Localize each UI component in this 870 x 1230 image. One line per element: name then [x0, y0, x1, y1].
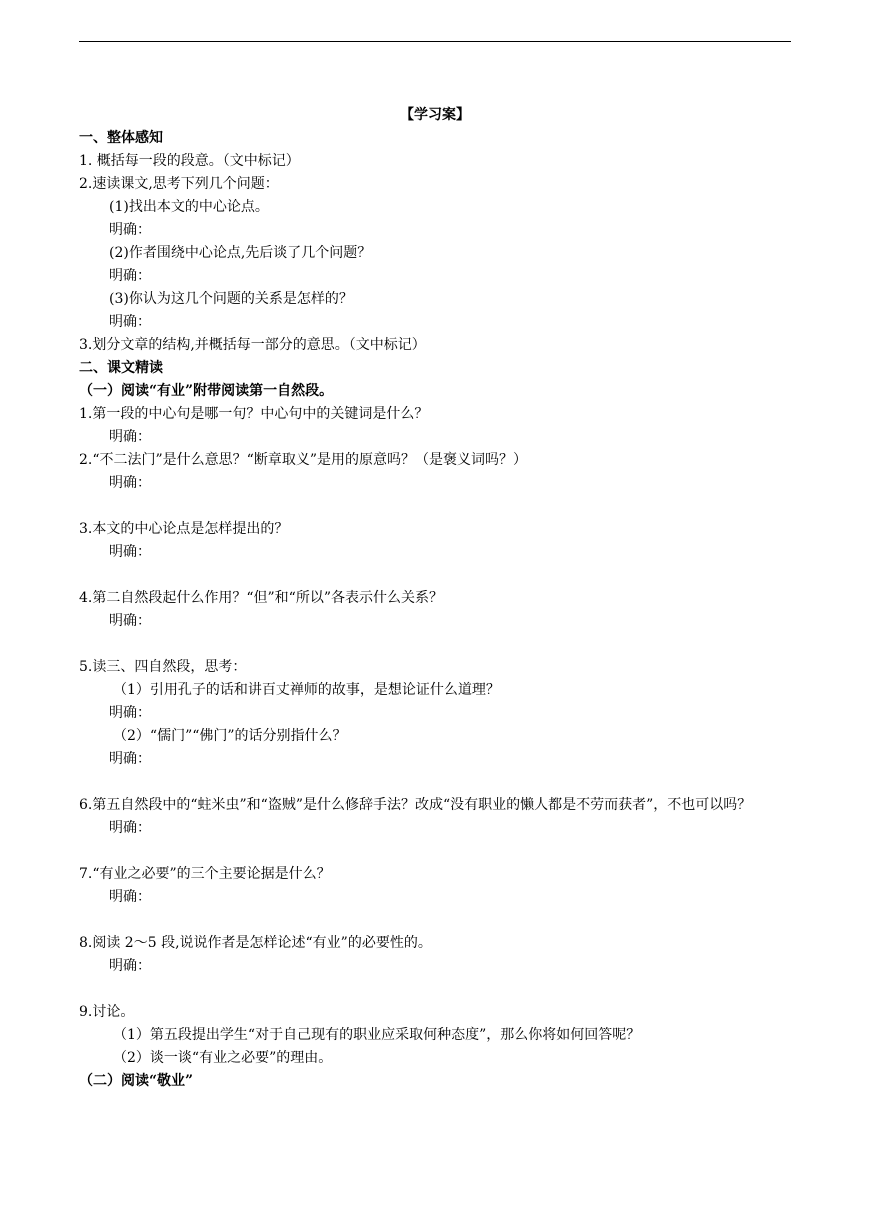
section-heading: 二、课文精读 [79, 360, 163, 376]
answer-label: 明确： [109, 820, 151, 836]
subsection-heading: （二）阅读“敬业” [79, 1073, 194, 1089]
sub-question: （1）引用孔子的话和讲百丈禅师的故事，是想论证什么道理？ [113, 682, 500, 698]
sub-question: (3)你认为这几个问题的关系是怎样的？ [109, 291, 353, 307]
answer-label: 明确： [109, 958, 151, 974]
answer-label: 明确： [109, 544, 151, 560]
subsection-heading: （一）阅读“有业”附带阅读第一自然段。 [79, 383, 334, 399]
sub-question: (2)作者围绕中心论点,先后谈了几个问题？ [109, 245, 372, 261]
answer-label: 明确： [109, 429, 151, 445]
sub-question: （2）“儒门”“佛门”的话分别指什么？ [113, 728, 347, 744]
question: 6.第五自然段中的“蛀米虫”和“盗贼”是什么修辞手法？改成“没有职业的懒人都是不劳而获者”，不也可以吗？ [79, 797, 752, 813]
question: 2.速读课文,思考下列几个问题： [79, 176, 279, 192]
answer-label: 明确： [109, 222, 151, 238]
question: 9.讨论。 [79, 1004, 135, 1020]
question: 1. 概括每一段的段意。（文中标记） [79, 153, 300, 169]
section-heading: 一、整体感知 [79, 130, 163, 146]
question: 8.阅读 2～5 段,说说作者是怎样论述“有业”的必要性的。 [79, 935, 432, 951]
answer-label: 明确： [109, 314, 151, 330]
header-rule [79, 41, 791, 42]
answer-label: 明确： [109, 889, 151, 905]
question: 1.第一段的中心句是哪一句？中心句中的关键词是什么？ [79, 406, 429, 422]
sub-question: (1)找出本文的中心论点。 [109, 199, 269, 215]
answer-label: 明确： [109, 705, 151, 721]
question: 5.读三、四自然段，思考： [79, 659, 247, 675]
study-guide [79, 104, 791, 1093]
sub-question: （1）第五段提出学生“对于自己现有的职业应采取何种态度”，那么你将如何回答呢？ [113, 1027, 641, 1043]
question: 7.“有业之必要”的三个主要论据是什么？ [79, 866, 331, 882]
sub-question: （2）谈一谈“有业之必要”的理由。 [113, 1050, 333, 1066]
answer-label: 明确： [109, 268, 151, 284]
question: 3.划分文章的结构,并概括每一部分的意思。（文中标记） [79, 337, 426, 353]
question: 4.第二自然段起什么作用？“但”和“所以”各表示什么关系？ [79, 590, 443, 606]
question: 3.本文的中心论点是怎样提出的？ [79, 521, 289, 537]
answer-label: 明确： [109, 475, 151, 491]
question: 2.“不二法门”是什么意思？“断章取义”是用的原意吗？（是褒义词吗？） [79, 452, 527, 468]
page-title: 【学习案】 [400, 107, 470, 123]
answer-label: 明确： [109, 751, 151, 767]
answer-label: 明确： [109, 613, 151, 629]
